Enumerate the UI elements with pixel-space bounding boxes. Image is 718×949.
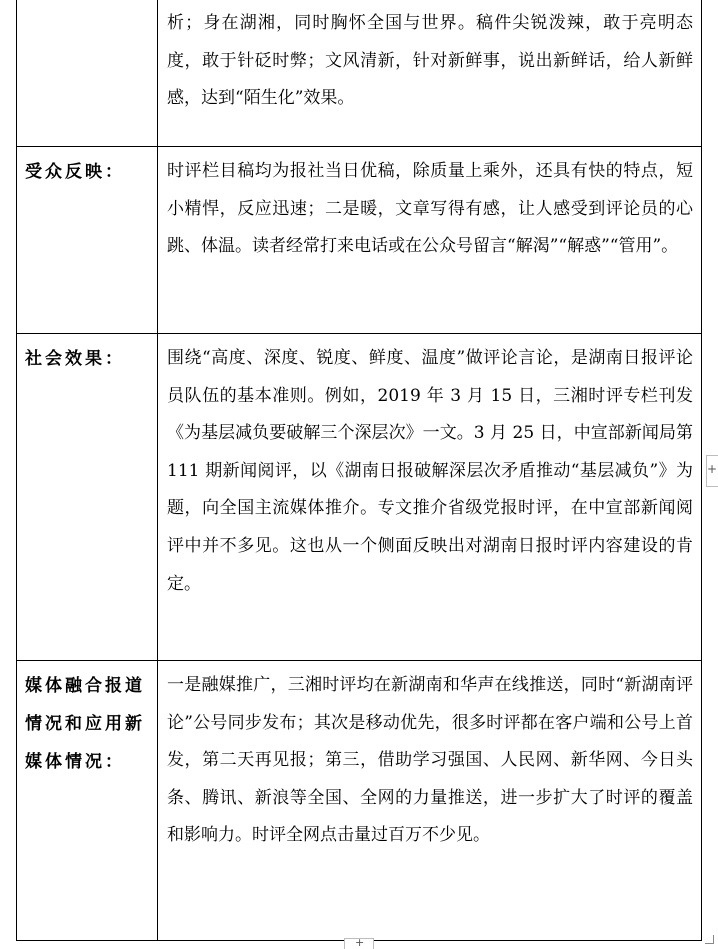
content-cell-continuation [158, 0, 702, 147]
table-row-continuation [17, 0, 702, 147]
table-row-social-effect [17, 334, 702, 661]
table-row-audience-feedback [17, 147, 702, 334]
plus-icon: + [707, 462, 718, 476]
label-cell-audience-feedback [17, 147, 158, 334]
row-insert-handle[interactable] [706, 455, 718, 487]
content-cell-audience-feedback [158, 147, 702, 334]
row-content: 析；身在湖湘，同时胸怀全国与世界。稿件尖锐泼辣，敢于亮明态度，敢于针砭时弊；文风清新，针对新鲜事，说出新鲜话，给人新鲜感，达到“陌生化”效果。 [167, 13, 693, 109]
label-cell-social-effect [17, 334, 158, 661]
row-label: 受众反映： [25, 162, 125, 182]
content-cell-social-effect [158, 334, 702, 661]
plus-icon: + [355, 936, 365, 949]
row-content: 一是融媒推广，三湘时评均在新湖南和华声在线推送，同时“新湖南评论”公号同步发布；其次是移动优先，很多时评都在客户端和公号上首发，第二天再见报；第三，借助学习强国、人民网、新华网、今日头条、腾讯、新浪等全国、全网的力量推送，进一步扩大了时评的覆盖和影响力。时评全网点击量过百万不少见。 [167, 675, 693, 846]
row-content: 围绕“高度、深度、锐度、鲜度、温度”做评论言论，是湖南日报评论员队伍的基本准则。例如，2019 年 3 月 15 日，三湘时评专栏刊发《为基层减负要破解三个深层次》一文。3 月 25 日，中宣部新闻局第 111 期新闻阅评，以《湖南日报破解深层次矛盾推动“基层减负”》为题，向全国主流媒体推介。专文推介省级党报时评，在中宣部新闻阅评中并不多见。这也从一个侧面反映出对湖南日报时评内容建设的肯定。 [167, 348, 693, 594]
content-cell-media-fusion [158, 661, 702, 941]
row-label: 社会效果： [25, 349, 125, 369]
label-cell-media-fusion [17, 661, 158, 941]
table-add-row-handle[interactable] [344, 938, 374, 949]
row-label: 媒体融合报道情况和应用新媒体情况： [25, 676, 145, 772]
info-table [16, 0, 702, 941]
row-content: 时评栏目稿均为报社当日优稿，除质量上乘外，还具有快的特点，短小精悍，反应迅速；二是暖，文章写得有感，让人感受到评论员的心跳、体温。读者经常打来电话或在公众号留言“解渴”“解惑”“管用”。 [167, 161, 693, 257]
label-cell-empty [17, 0, 158, 147]
table-row-media-fusion [17, 661, 702, 941]
table-resize-handle[interactable] [705, 935, 714, 944]
